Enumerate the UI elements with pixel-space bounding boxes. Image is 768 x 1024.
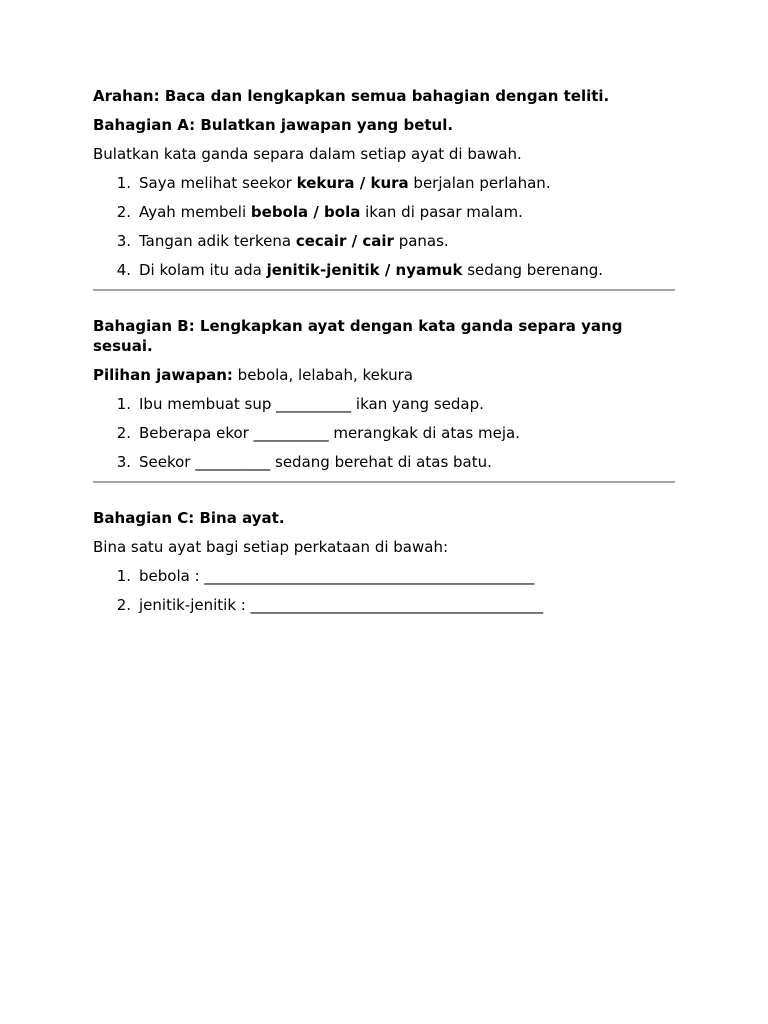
answer-choice: kekura / kura <box>296 174 409 192</box>
worksheet-content <box>93 86 675 624</box>
item-text-after: sedang berenang. <box>462 261 604 279</box>
item-text: Ibu membuat sup __________ ikan yang sedap. <box>139 395 484 413</box>
answer-options <box>93 365 675 385</box>
item-text: Seekor __________ sedang berehat di atas batu. <box>139 453 492 471</box>
section-divider <box>93 481 675 483</box>
instruction-text: Arahan: Baca dan lengkapkan semua bahagian dengan teliti. <box>93 87 610 105</box>
answer-options-text: bebola, lelabah, kekura <box>232 366 414 384</box>
list-item <box>93 595 675 615</box>
item-text-after: ikan di pasar malam. <box>360 203 523 221</box>
list-item <box>93 394 675 414</box>
section-c-heading: Bahagian C: Bina ayat. <box>93 509 285 527</box>
answer-choice: cecair / cair <box>295 232 394 250</box>
item-text-before: Saya melihat seekor <box>139 174 297 192</box>
item-number: 2. <box>116 203 131 221</box>
section-a-heading: Bahagian A: Bulatkan jawapan yang betul. <box>93 116 454 134</box>
section-b-heading: Bahagian B: Lengkapkan ayat dengan kata ganda separa yang sesuai. <box>93 317 623 355</box>
item-text: Beberapa ekor __________ merangkak di atas meja. <box>139 424 520 442</box>
item-text: bebola : ____________________________________________ <box>139 567 535 585</box>
list-item <box>93 452 675 472</box>
item-text <box>139 260 603 280</box>
item-text-before: Di kolam itu ada <box>139 261 267 279</box>
section-c-list <box>93 566 675 615</box>
item-text-before: Tangan adik terkena <box>139 232 296 250</box>
item-text <box>139 231 449 251</box>
item-number: 1. <box>116 174 131 192</box>
item-text <box>139 202 523 222</box>
answer-options-label: Pilihan jawapan: <box>93 366 233 384</box>
section-b-list <box>93 394 675 472</box>
item-number: 2. <box>116 424 131 442</box>
list-item <box>93 566 675 586</box>
list-item <box>93 173 675 193</box>
section-divider <box>93 289 675 291</box>
item-number: 3. <box>116 232 131 250</box>
item-text <box>139 173 551 193</box>
list-item <box>93 202 675 222</box>
item-text-after: berjalan perlahan. <box>408 174 551 192</box>
list-item <box>93 231 675 251</box>
section-a-list <box>93 173 675 280</box>
answer-choice: jenitik-jenitik / nyamuk <box>266 261 463 279</box>
item-text-after: panas. <box>393 232 449 250</box>
item-number: 4. <box>116 261 131 279</box>
section-c-intro: Bina satu ayat bagi setiap perkataan di bawah: <box>93 538 449 556</box>
item-number: 3. <box>116 453 131 471</box>
item-number: 1. <box>116 567 131 585</box>
answer-choice: bebola / bola <box>250 203 361 221</box>
list-item <box>93 260 675 280</box>
item-number: 1. <box>116 395 131 413</box>
section-a-intro: Bulatkan kata ganda separa dalam setiap ayat di bawah. <box>93 145 522 163</box>
item-text-before: Ayah membeli <box>139 203 251 221</box>
list-item <box>93 423 675 443</box>
item-text: jenitik-jenitik : _______________________________________ <box>139 596 544 614</box>
item-number: 2. <box>116 596 131 614</box>
